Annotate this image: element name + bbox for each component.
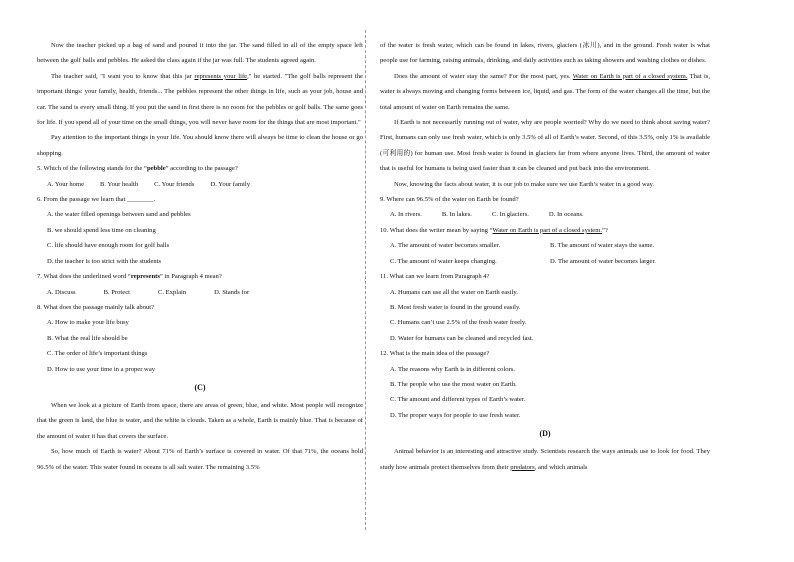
- option[interactable]: A. In rivers.: [390, 211, 422, 219]
- option[interactable]: C. In glaciers.: [491, 211, 529, 219]
- question-10-options: [380, 238, 710, 269]
- option[interactable]: C. The amount and different types of Earth’s water.: [390, 396, 526, 404]
- option[interactable]: A. Discuss: [47, 288, 76, 296]
- option[interactable]: D. Water for humans can be cleaned and recycled fast.: [390, 334, 534, 342]
- option[interactable]: A. Humans can use all the water on Earth easily.: [390, 288, 518, 296]
- underlined-phrase: Water on Earth is part of a closed system.: [572, 72, 688, 80]
- paragraph: of the water is fresh water, which can be found in lakes, rivers, glaciers (冰川), and in the ground. Fresh water is what people use for farming, raising animals, drinking, and daily activities such as taking showers and washing clothes or dishes.: [380, 42, 710, 65]
- paragraph: If Earth is not necessarily running out of water, why are people worried? Why do we need to think about saving water? First, humans can only use fresh water, which is only 3.5% of all of Earth’s water. Second, of this 3.5%, only 1% is available (可利用的) for human use. Most fresh water is found in glaciers far from where anyone lives. Third, the amount of water that is useful for humans is being used faster than it can be cleaned and put back into the environment.: [380, 119, 710, 173]
- option[interactable]: D. Your family: [210, 180, 251, 188]
- option[interactable]: A. Your home: [47, 180, 85, 188]
- underlined-phrase: represents your life: [194, 72, 248, 80]
- question-9-options: [380, 207, 710, 222]
- underlined-phrase: Water on Earth is part of a closed system.: [492, 226, 603, 234]
- question-7: 7. What does the underlined word “represents” in Paragraph 4 mean?: [37, 273, 222, 281]
- paragraph: Now the teacher picked up a bag of sand and poured it into the jar. The sand filled in all of the empty space left between the golf balls and pebbles. He asked the class again if the jar was full. The students agreed again.: [37, 42, 363, 65]
- option[interactable]: C. The order of life’s important things: [47, 350, 148, 358]
- column-divider: [365, 30, 366, 530]
- question-8: 8. What does the passage mainly talk about?: [37, 303, 155, 311]
- option[interactable]: B. The people who use the most water on Earth.: [390, 380, 517, 388]
- option[interactable]: B. we should spend less time on cleaning: [47, 226, 156, 234]
- paragraph: Pay attention to the important things in your life. You should know there will always be time to clean the house or go shopping.: [37, 134, 363, 157]
- question-5: 5. Which of the following stands for the “pebble” according to the passage?: [37, 165, 238, 173]
- option[interactable]: C. The amount of water keeps changing.: [390, 257, 497, 265]
- paragraph: Now, knowing the facts about water, it is our job to make sure we use Earth’s water in a good way.: [394, 180, 655, 188]
- question-6: 6. From the passage we learn that ________.: [37, 196, 156, 204]
- option[interactable]: D. The proper ways for people to use fresh water.: [390, 411, 521, 419]
- option[interactable]: B. Most fresh water is found in the ground easily.: [390, 303, 521, 311]
- section-heading-c: (C): [194, 382, 206, 392]
- option[interactable]: C. Humans can’t use 2.5% of the fresh water freely.: [390, 319, 527, 327]
- option[interactable]: A. the water filled openings between sand and pebbles: [47, 211, 191, 219]
- option[interactable]: C. Explain: [157, 288, 187, 296]
- option[interactable]: A. The reasons why Earth is in different colors.: [390, 365, 516, 373]
- option[interactable]: B. Protect: [103, 288, 130, 296]
- question-12: 12. What is the main idea of the passage?: [380, 350, 490, 358]
- option[interactable]: B. Your health: [100, 180, 139, 188]
- option[interactable]: D. Stands for: [214, 288, 250, 296]
- option[interactable]: A. The amount of water becomes smaller.: [390, 242, 501, 250]
- option[interactable]: D. the teacher is too strict with the students: [47, 257, 162, 265]
- option[interactable]: B. In lakes.: [441, 211, 472, 219]
- option[interactable]: A. How to make your life busy: [47, 319, 129, 327]
- question-7-options: [37, 285, 363, 300]
- right-column: [380, 38, 710, 475]
- paragraph: The teacher said, "I want you to know that this jar represents your life," he started. "The golf balls represent the important things: your family, health, friends... The pebbles represent the other things in life, such as your job, house and car. The sand is every small thing. If you put the sand in first there is no room for the pebbles or golf balls. The same goes for life. If you spend all of your time on the small things, you will never have room for the things that are most important.": [37, 72, 363, 127]
- underlined-word: predators: [510, 463, 535, 471]
- option[interactable]: B. The amount of water stays the same.: [550, 242, 655, 250]
- paragraph: Does the amount of water stay the same? For the most part, yes. Water on Earth is part of a closed system. That is, water is always moving and changing forms between ice, liquid, and gas. The form of the water changes all the time, but the total amount of water on Earth remains the same.: [380, 72, 711, 111]
- paragraph: So, how much of Earth is water? About 71% of Earth’s surface is covered in water. Of that 71%, the oceans hold 96.5% of the water. This water found in oceans is all salt water. The remaining 3.5%: [37, 448, 363, 471]
- left-column: [37, 38, 363, 475]
- option[interactable]: B. What the real life should be: [47, 334, 128, 342]
- question-11: 11. What can we learn from Paragraph 4?: [380, 273, 490, 281]
- paragraph: Animal behavior is an interesting and attractive study. Scientists research the ways animals use to look for food. They study how animals protect themselves from their predators, and which animals: [380, 448, 710, 471]
- paragraph: When we look at a picture of Earth from space, there are areas of green, blue, and white. Most people will recognize that the green is land, the blue is water, and the white is clouds. Taken as a whole, Earth is mainly blue. That is because of the amount of water it has that covers the surface.: [37, 401, 363, 440]
- section-heading-d: (D): [539, 429, 551, 439]
- option[interactable]: D. The amount of water becomes larger.: [550, 257, 656, 265]
- option[interactable]: D. In oceans.: [548, 211, 584, 219]
- question-9: 9. Where can 96.5% of the water on Earth be found?: [380, 196, 519, 204]
- question-5-options: [37, 177, 363, 192]
- option[interactable]: C. life should have enough room for golf balls: [47, 242, 170, 250]
- option[interactable]: D. How to use your time in a proper way: [47, 365, 156, 373]
- option[interactable]: C. Your friends: [154, 180, 195, 188]
- question-10: 10. What does the writer mean by saying “Water on Earth is part of a closed system.”?: [380, 226, 608, 234]
